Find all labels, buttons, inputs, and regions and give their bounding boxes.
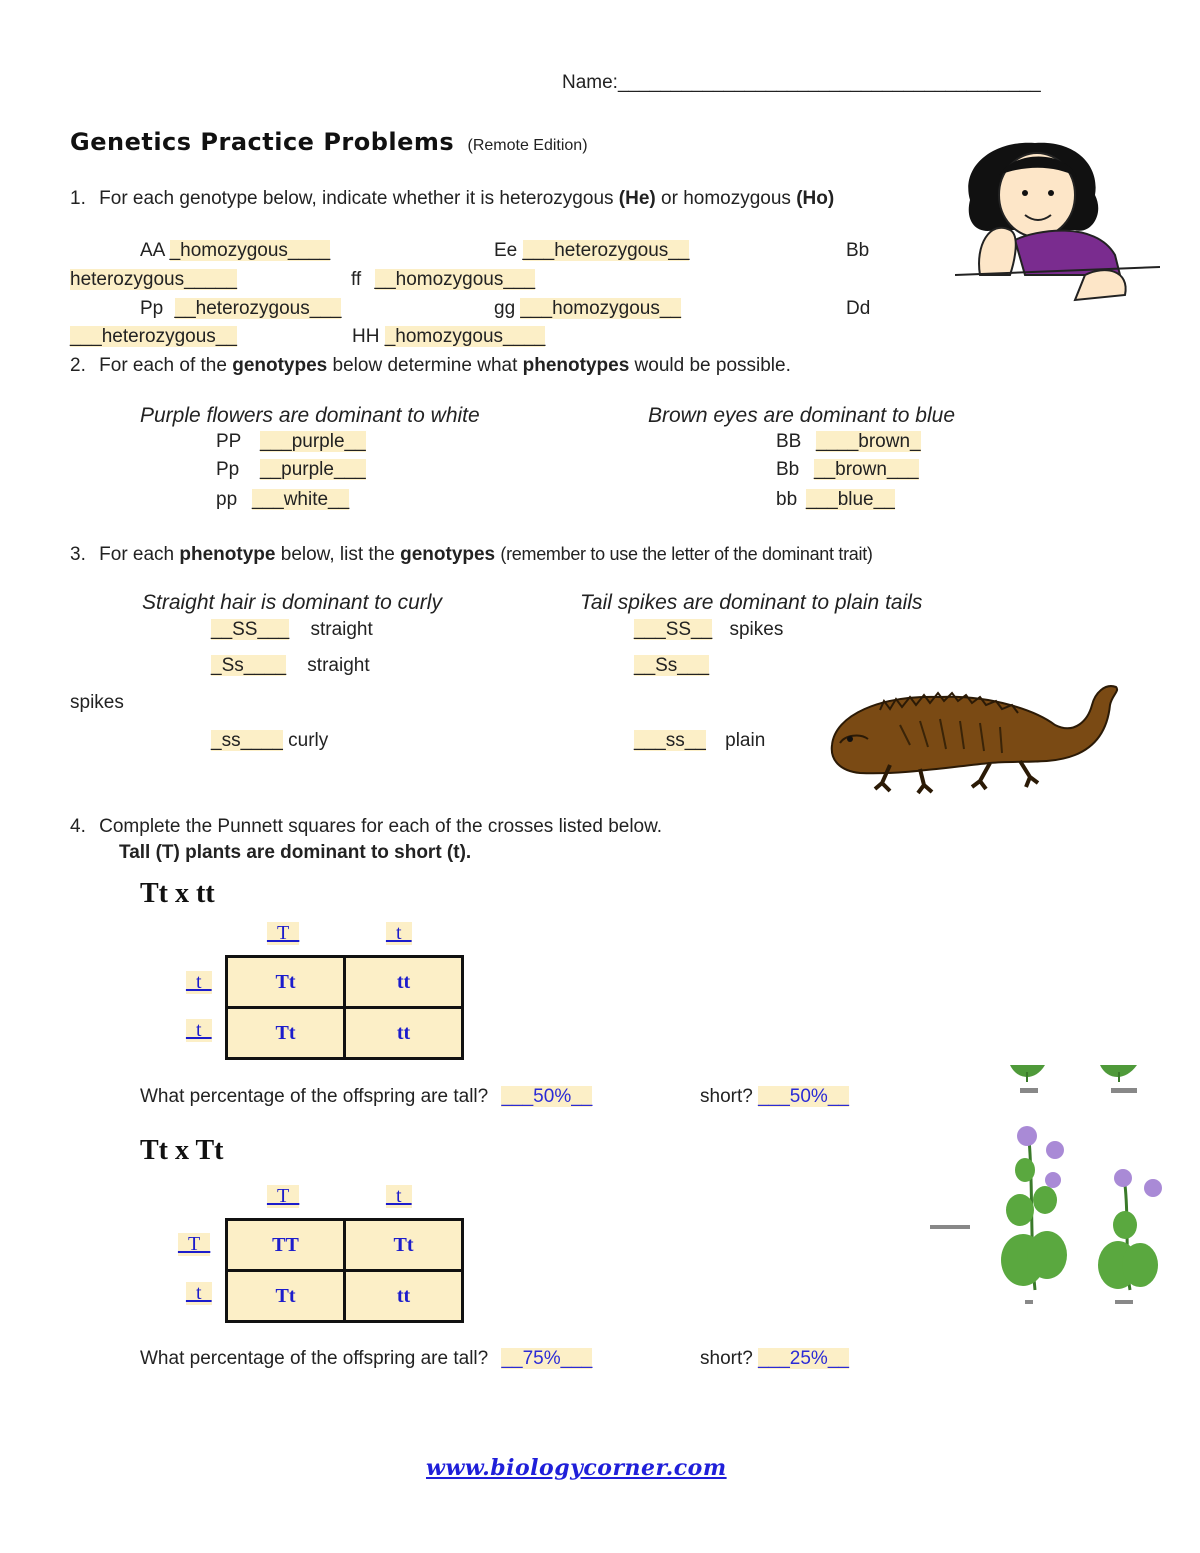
answer-field[interactable]: __brown___ bbox=[814, 459, 919, 480]
answer-field[interactable]: _ss____ bbox=[211, 730, 283, 751]
q2-right-heading: Brown eyes are dominant to blue bbox=[648, 404, 956, 427]
phenotype-label: spikes bbox=[70, 692, 124, 713]
q1-aa bbox=[140, 240, 330, 262]
tall-answer[interactable]: ___50%__ bbox=[501, 1086, 593, 1107]
q2-genotypes: genotypes bbox=[232, 355, 328, 376]
punnett-cell[interactable]: Tt bbox=[227, 957, 345, 1008]
answer-field[interactable]: __SS___ bbox=[211, 619, 290, 640]
q1-text-a: For each genotype below, indicate whether it is heterozygous bbox=[99, 188, 614, 209]
short-label: short? bbox=[700, 1348, 753, 1369]
q3-left-row bbox=[211, 730, 328, 752]
tall-answer[interactable]: __75%___ bbox=[501, 1348, 593, 1369]
genotype-label: HH bbox=[352, 326, 380, 347]
punnett-side-label[interactable]: _t_ bbox=[186, 1019, 212, 1041]
q2-left-row bbox=[216, 459, 366, 481]
phenotype-label: curly bbox=[288, 730, 329, 751]
q2-right-row bbox=[776, 459, 919, 481]
q4-number: 4. bbox=[70, 816, 86, 837]
short-answer[interactable]: ___25%__ bbox=[758, 1348, 849, 1369]
genotype-label: Pp bbox=[216, 459, 240, 480]
q2-left-heading: Purple flowers are dominant to white bbox=[140, 404, 480, 427]
q3-left-row bbox=[211, 655, 370, 677]
q3-genotypes: genotypes bbox=[400, 544, 496, 565]
cross1-title: Tt x tt bbox=[140, 878, 215, 909]
q3-text-b: below, list the bbox=[280, 544, 395, 565]
answer-field[interactable]: __purple___ bbox=[260, 459, 366, 480]
q3-right-heading: Tail spikes are dominant to plain tails bbox=[580, 591, 923, 614]
genotype-label: Bb bbox=[846, 240, 870, 261]
q3-left-row bbox=[211, 619, 373, 641]
pea-plant-illustration bbox=[925, 1060, 1170, 1310]
q1-he: (He) bbox=[618, 188, 656, 209]
genotype-label: AA bbox=[140, 240, 165, 261]
q1-bb-answer bbox=[70, 269, 237, 291]
genotype-label: Ee bbox=[494, 240, 518, 261]
q2-number: 2. bbox=[70, 355, 86, 376]
punnett-cell[interactable]: tt bbox=[345, 1271, 463, 1322]
punnett-side-label[interactable]: _t_ bbox=[186, 971, 212, 993]
genotype-label: BB bbox=[776, 431, 802, 452]
answer-field[interactable]: heterozygous_____ bbox=[70, 269, 237, 290]
q3-phenotype: phenotype bbox=[179, 544, 276, 565]
q2-text-b: below determine what bbox=[332, 355, 518, 376]
punnett-side-label[interactable]: _T_ bbox=[178, 1233, 211, 1255]
answer-field[interactable]: __Ss___ bbox=[634, 655, 710, 676]
q3-text-a: For each bbox=[99, 544, 175, 565]
q2-text-c: would be possible. bbox=[634, 355, 791, 376]
q3-prompt bbox=[70, 544, 873, 566]
girl-illustration bbox=[955, 135, 1160, 310]
punnett-cell[interactable]: tt bbox=[345, 957, 463, 1008]
answer-field[interactable]: ___purple__ bbox=[260, 431, 366, 452]
punnett-cell[interactable]: tt bbox=[345, 1008, 463, 1059]
answer-field[interactable]: ___SS__ bbox=[634, 619, 713, 640]
short-answer[interactable]: ___50%__ bbox=[758, 1086, 849, 1107]
answer-field[interactable]: ___heterozygous__ bbox=[70, 326, 237, 347]
lizard-illustration bbox=[820, 665, 1130, 800]
q2-prompt bbox=[70, 355, 791, 377]
answer-field[interactable]: _Ss____ bbox=[211, 655, 287, 676]
answer-field[interactable]: ___heterozygous__ bbox=[522, 240, 690, 261]
q1-pp bbox=[140, 298, 341, 320]
phenotype-label: straight bbox=[307, 655, 370, 676]
q3-right-row bbox=[634, 619, 783, 641]
cross1-short bbox=[700, 1086, 849, 1108]
q2-right-row bbox=[776, 431, 921, 453]
q2-right-row bbox=[776, 489, 895, 511]
short-label: short? bbox=[700, 1086, 753, 1107]
punnett-square-1 bbox=[225, 955, 464, 1060]
punnett-top-label[interactable]: _T_ bbox=[267, 1185, 300, 1207]
punnett-side-label[interactable]: _t_ bbox=[186, 1282, 212, 1304]
genotype-label: Dd bbox=[846, 298, 871, 319]
question-text: What percentage of the offspring are tall? bbox=[140, 1348, 489, 1369]
q1-ee bbox=[494, 240, 689, 262]
q4-subtitle: Tall (T) plants are dominant to short (t). bbox=[119, 842, 472, 863]
answer-field[interactable]: _homozygous____ bbox=[384, 326, 546, 347]
question-text: What percentage of the offspring are tall? bbox=[140, 1086, 489, 1107]
punnett-square-2 bbox=[225, 1218, 464, 1323]
cross2-title: Tt x Tt bbox=[140, 1135, 224, 1166]
phenotype-label: spikes bbox=[729, 619, 784, 640]
genotype-label: Bb bbox=[776, 459, 800, 480]
cross2-question bbox=[140, 1348, 592, 1370]
q4-text: Complete the Punnett squares for each of the crosses listed below. bbox=[99, 816, 663, 837]
genotype-label: Pp bbox=[140, 298, 164, 319]
answer-field[interactable]: __heterozygous___ bbox=[174, 298, 342, 319]
answer-field[interactable]: ___white__ bbox=[252, 489, 350, 510]
punnett-cell[interactable]: Tt bbox=[345, 1220, 463, 1271]
genotype-label: pp bbox=[216, 489, 238, 510]
q1-ho: (Ho) bbox=[796, 188, 835, 209]
punnett-top-label[interactable]: _t_ bbox=[386, 922, 412, 944]
genotype-label: gg bbox=[494, 298, 516, 319]
answer-field[interactable]: ___blue__ bbox=[806, 489, 895, 510]
q2-left-row bbox=[216, 431, 366, 453]
q1-ff bbox=[351, 269, 535, 291]
answer-field[interactable]: ____brown_ bbox=[816, 431, 921, 452]
answer-field[interactable]: ___homozygous__ bbox=[520, 298, 681, 319]
q1-dd-answer bbox=[70, 326, 237, 348]
q1-text-b: or homozygous bbox=[661, 188, 791, 209]
genotype-label: ff bbox=[351, 269, 362, 290]
q1-prompt bbox=[70, 188, 834, 210]
cross2-short bbox=[700, 1348, 849, 1370]
page-title bbox=[70, 128, 588, 156]
q4-prompt bbox=[70, 816, 662, 838]
q1-number: 1. bbox=[70, 188, 86, 209]
q2-left-row bbox=[216, 489, 349, 511]
genotype-label: PP bbox=[216, 431, 242, 452]
name-blank[interactable]: ________________________________________ bbox=[617, 72, 1041, 93]
punnett-cell[interactable]: Tt bbox=[227, 1271, 345, 1322]
phenotype-label: straight bbox=[310, 619, 373, 640]
punnett-top-label[interactable]: _T_ bbox=[267, 922, 300, 944]
answer-field[interactable]: _homozygous____ bbox=[169, 240, 331, 261]
q2-phenotypes: phenotypes bbox=[522, 355, 630, 376]
answer-field[interactable]: ___ss__ bbox=[634, 730, 706, 751]
cross1-question bbox=[140, 1086, 592, 1108]
punnett-cell[interactable]: TT bbox=[227, 1220, 345, 1271]
q3-left-heading: Straight hair is dominant to curly bbox=[142, 591, 442, 614]
genotype-label: bb bbox=[776, 489, 798, 510]
title-edition: (Remote Edition) bbox=[467, 137, 588, 154]
q3-right-row bbox=[634, 730, 765, 752]
punnett-cell[interactable]: Tt bbox=[227, 1008, 345, 1059]
punnett-top-label[interactable]: _t_ bbox=[386, 1185, 412, 1207]
q3-right-row bbox=[634, 655, 709, 677]
q3-number: 3. bbox=[70, 544, 86, 565]
biologycorner-link[interactable]: www.biologycorner.com bbox=[426, 1455, 727, 1481]
q3-note: (remember to use the letter of the dominant trait) bbox=[500, 544, 873, 564]
name-line[interactable] bbox=[562, 72, 1041, 94]
q2-text-a: For each of the bbox=[99, 355, 227, 376]
name-label: Name: bbox=[562, 72, 618, 93]
answer-field[interactable]: __homozygous___ bbox=[374, 269, 536, 290]
q1-hh bbox=[352, 326, 545, 348]
phenotype-label: plain bbox=[725, 730, 766, 751]
q1-gg bbox=[494, 298, 681, 320]
title-main: Genetics Practice Problems bbox=[70, 128, 455, 156]
footer-link-wrap bbox=[426, 1455, 727, 1481]
